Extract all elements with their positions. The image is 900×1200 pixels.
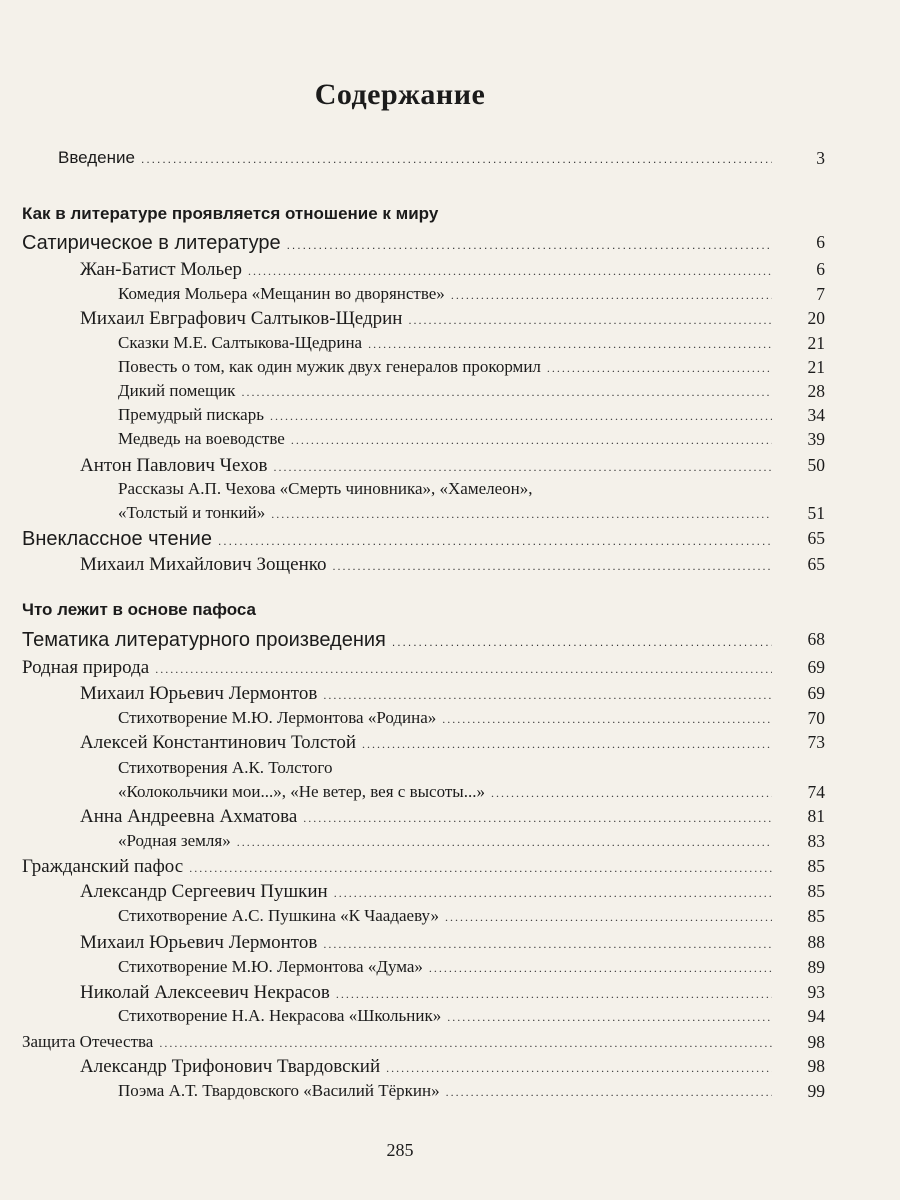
toc-entry-line: Рассказы А.П. Чехова «Смерть чиновника», «Хамелеон»,: [118, 479, 533, 498]
entry-page: 98: [807, 1056, 825, 1076]
entry-page: 6: [816, 232, 825, 252]
leader-dots: [386, 1061, 772, 1076]
entry-page: 51: [807, 503, 825, 523]
entry-page: 83: [807, 831, 825, 851]
toc-entry[interactable]: [118, 831, 825, 851]
leader-dots: [271, 507, 772, 522]
entry-label: Алексей Константинович Толстой: [80, 732, 357, 753]
leader-dots: [287, 238, 772, 252]
entry-label: Повесть о том, как один мужик двух генералов прокормил: [118, 357, 541, 376]
entry-label: Дикий помещик: [118, 381, 236, 400]
entry-page: 50: [807, 455, 825, 475]
leader-dots: [323, 688, 772, 703]
entry-label: Жан-Батист Мольер: [80, 259, 243, 280]
leader-dots: [189, 861, 772, 876]
leader-dots: [159, 1036, 772, 1051]
entry-page: 65: [807, 554, 825, 574]
toc-entry-intro[interactable]: [58, 148, 825, 168]
entry-label: Родная природа: [22, 657, 150, 678]
entry-page: 94: [807, 1006, 825, 1026]
entry-label: Михаил Юрьевич Лермонтов: [80, 932, 318, 953]
entry-page: 39: [807, 429, 825, 449]
leader-dots: [141, 152, 772, 166]
toc-entry-line: Стихотворения А.К. Толстого: [118, 758, 333, 777]
page-number: 285: [386, 1140, 414, 1160]
entry-page: 74: [807, 782, 825, 802]
leader-dots: [241, 385, 772, 400]
toc-entry[interactable]: [118, 708, 825, 728]
entry-page: 81: [807, 806, 825, 826]
toc-entry[interactable]: [80, 1056, 825, 1078]
entry-label: Александр Сергеевич Пушкин: [80, 881, 328, 902]
entry-page: 69: [807, 657, 825, 677]
entry-page: 21: [807, 333, 825, 353]
leader-dots: [336, 987, 772, 1002]
entry-page: 85: [807, 906, 825, 926]
leader-dots: [362, 737, 772, 752]
leader-dots: [237, 835, 772, 850]
entry-label: Стихотворение Н.А. Некрасова «Школьник»: [118, 1006, 442, 1025]
entry-page: 70: [807, 708, 825, 728]
entry-page: 21: [807, 357, 825, 377]
section-heading: Как в литературе проявляется отношение к миру: [22, 204, 439, 223]
leader-dots: [323, 937, 772, 952]
entry-page: 7: [816, 284, 825, 304]
entry-label: Антон Павлович Чехов: [80, 455, 268, 476]
section-heading: Что лежит в основе пафоса: [22, 600, 257, 619]
leader-dots: [291, 433, 772, 448]
leader-dots: [547, 361, 772, 376]
entry-page: 3: [816, 148, 825, 168]
entry-label: Михаил Юрьевич Лермонтов: [80, 683, 318, 704]
entry-page: 88: [807, 932, 825, 952]
entry-label: Медведь на воеводстве: [118, 429, 285, 448]
entry-page: 85: [807, 856, 825, 876]
entry-label: Поэма А.Т. Твардовского «Василий Тёркин»: [118, 1081, 440, 1100]
entry-label: Защита Отечества: [22, 1032, 154, 1051]
leader-dots: [270, 409, 772, 424]
entry-page: 34: [807, 405, 825, 425]
entry-label: «Родная земля»: [118, 831, 231, 850]
entry-label: Михаил Михайлович Зощенко: [80, 554, 327, 575]
page-title: Содержание: [314, 78, 486, 111]
entry-label: Александр Трифонович Твардовский: [80, 1056, 381, 1077]
leader-dots: [248, 264, 772, 279]
toc-entry[interactable]: [118, 333, 825, 353]
entry-page: 89: [807, 957, 825, 977]
leader-dots: [368, 337, 772, 352]
entry-page: 28: [807, 381, 825, 401]
entry-label: «Колокольчики мои...», «Не ветер, вея с высоты...»: [118, 782, 485, 801]
entry-page: 69: [807, 683, 825, 703]
entry-label: Стихотворение М.Ю. Лермонтова «Родина»: [118, 708, 437, 727]
leader-dots: [446, 1085, 772, 1100]
toc-entry[interactable]: [80, 806, 825, 828]
toc-entry[interactable]: [22, 232, 825, 255]
toc-entry[interactable]: [80, 881, 825, 903]
toc-entry[interactable]: [118, 405, 825, 425]
leader-dots: [273, 460, 772, 475]
toc-entry[interactable]: [118, 284, 825, 304]
toc-entry[interactable]: [80, 455, 825, 477]
leader-dots: [303, 811, 772, 826]
toc-entry[interactable]: [22, 657, 825, 679]
toc-entry[interactable]: [22, 528, 825, 551]
leader-dots: [445, 910, 772, 925]
toc-entry[interactable]: [80, 683, 825, 705]
toc-entry[interactable]: [118, 906, 825, 926]
toc-entry[interactable]: [80, 554, 825, 576]
toc-entry[interactable]: [22, 1032, 825, 1052]
entry-page: 99: [807, 1081, 825, 1101]
entry-label: Внеклассное чтение: [22, 528, 212, 550]
leader-dots: [392, 635, 772, 649]
toc-entry[interactable]: [80, 982, 825, 1004]
entry-page: 68: [807, 629, 825, 649]
toc-entry[interactable]: [80, 732, 825, 754]
toc-entry[interactable]: [118, 782, 825, 802]
entry-label: Комедия Мольера «Мещанин во дворянстве»: [118, 284, 445, 303]
leader-dots: [442, 712, 772, 727]
leader-dots: [333, 559, 773, 574]
entry-label: Сатирическое в литературе: [22, 232, 281, 254]
entry-label: Стихотворение М.Ю. Лермонтова «Дума»: [118, 957, 423, 976]
toc-entry[interactable]: [118, 1081, 825, 1101]
entry-label: Стихотворение А.С. Пушкина «К Чаадаеву»: [118, 906, 439, 925]
entry-label: «Толстый и тонкий»: [118, 503, 266, 522]
leader-dots: [451, 288, 772, 303]
toc-entry[interactable]: [80, 932, 825, 954]
toc-entry[interactable]: [118, 357, 825, 377]
entry-page: 98: [807, 1032, 825, 1052]
entry-label: Михаил Евграфович Салтыков-Щедрин: [80, 308, 403, 329]
leader-dots: [218, 534, 772, 548]
entry-page: 6: [816, 259, 825, 279]
toc-entry[interactable]: [118, 957, 825, 977]
leader-dots: [334, 886, 772, 901]
entry-label: Сказки М.Е. Салтыкова-Щедрина: [118, 333, 363, 352]
entry-page: 93: [807, 982, 825, 1002]
toc-entry[interactable]: [118, 503, 825, 523]
leader-dots: [491, 786, 772, 801]
leader-dots: [429, 961, 772, 976]
entry-label: Гражданский пафос: [22, 856, 184, 877]
entry-label: Николай Алексеевич Некрасов: [80, 982, 330, 1003]
entry-page: 73: [807, 732, 825, 752]
toc-entry[interactable]: [118, 381, 825, 401]
leader-dots: [447, 1010, 772, 1025]
toc-entry[interactable]: [80, 259, 825, 281]
leader-dots: [155, 662, 772, 677]
leader-dots: [408, 313, 772, 328]
entry-label: Премудрый пискарь: [118, 405, 264, 424]
entry-page: 65: [807, 528, 825, 548]
entry-label: Анна Андреевна Ахматова: [80, 806, 298, 827]
toc-entry[interactable]: [80, 308, 825, 330]
toc-entry[interactable]: [22, 856, 825, 878]
toc-entry[interactable]: [22, 629, 825, 652]
toc-entry[interactable]: [118, 1006, 825, 1026]
entry-page: 20: [807, 308, 825, 328]
entry-label: Тематика литературного произведения: [22, 629, 386, 651]
entry-page: 85: [807, 881, 825, 901]
toc-entry[interactable]: [118, 429, 825, 449]
entry-label: Введение: [58, 148, 135, 167]
